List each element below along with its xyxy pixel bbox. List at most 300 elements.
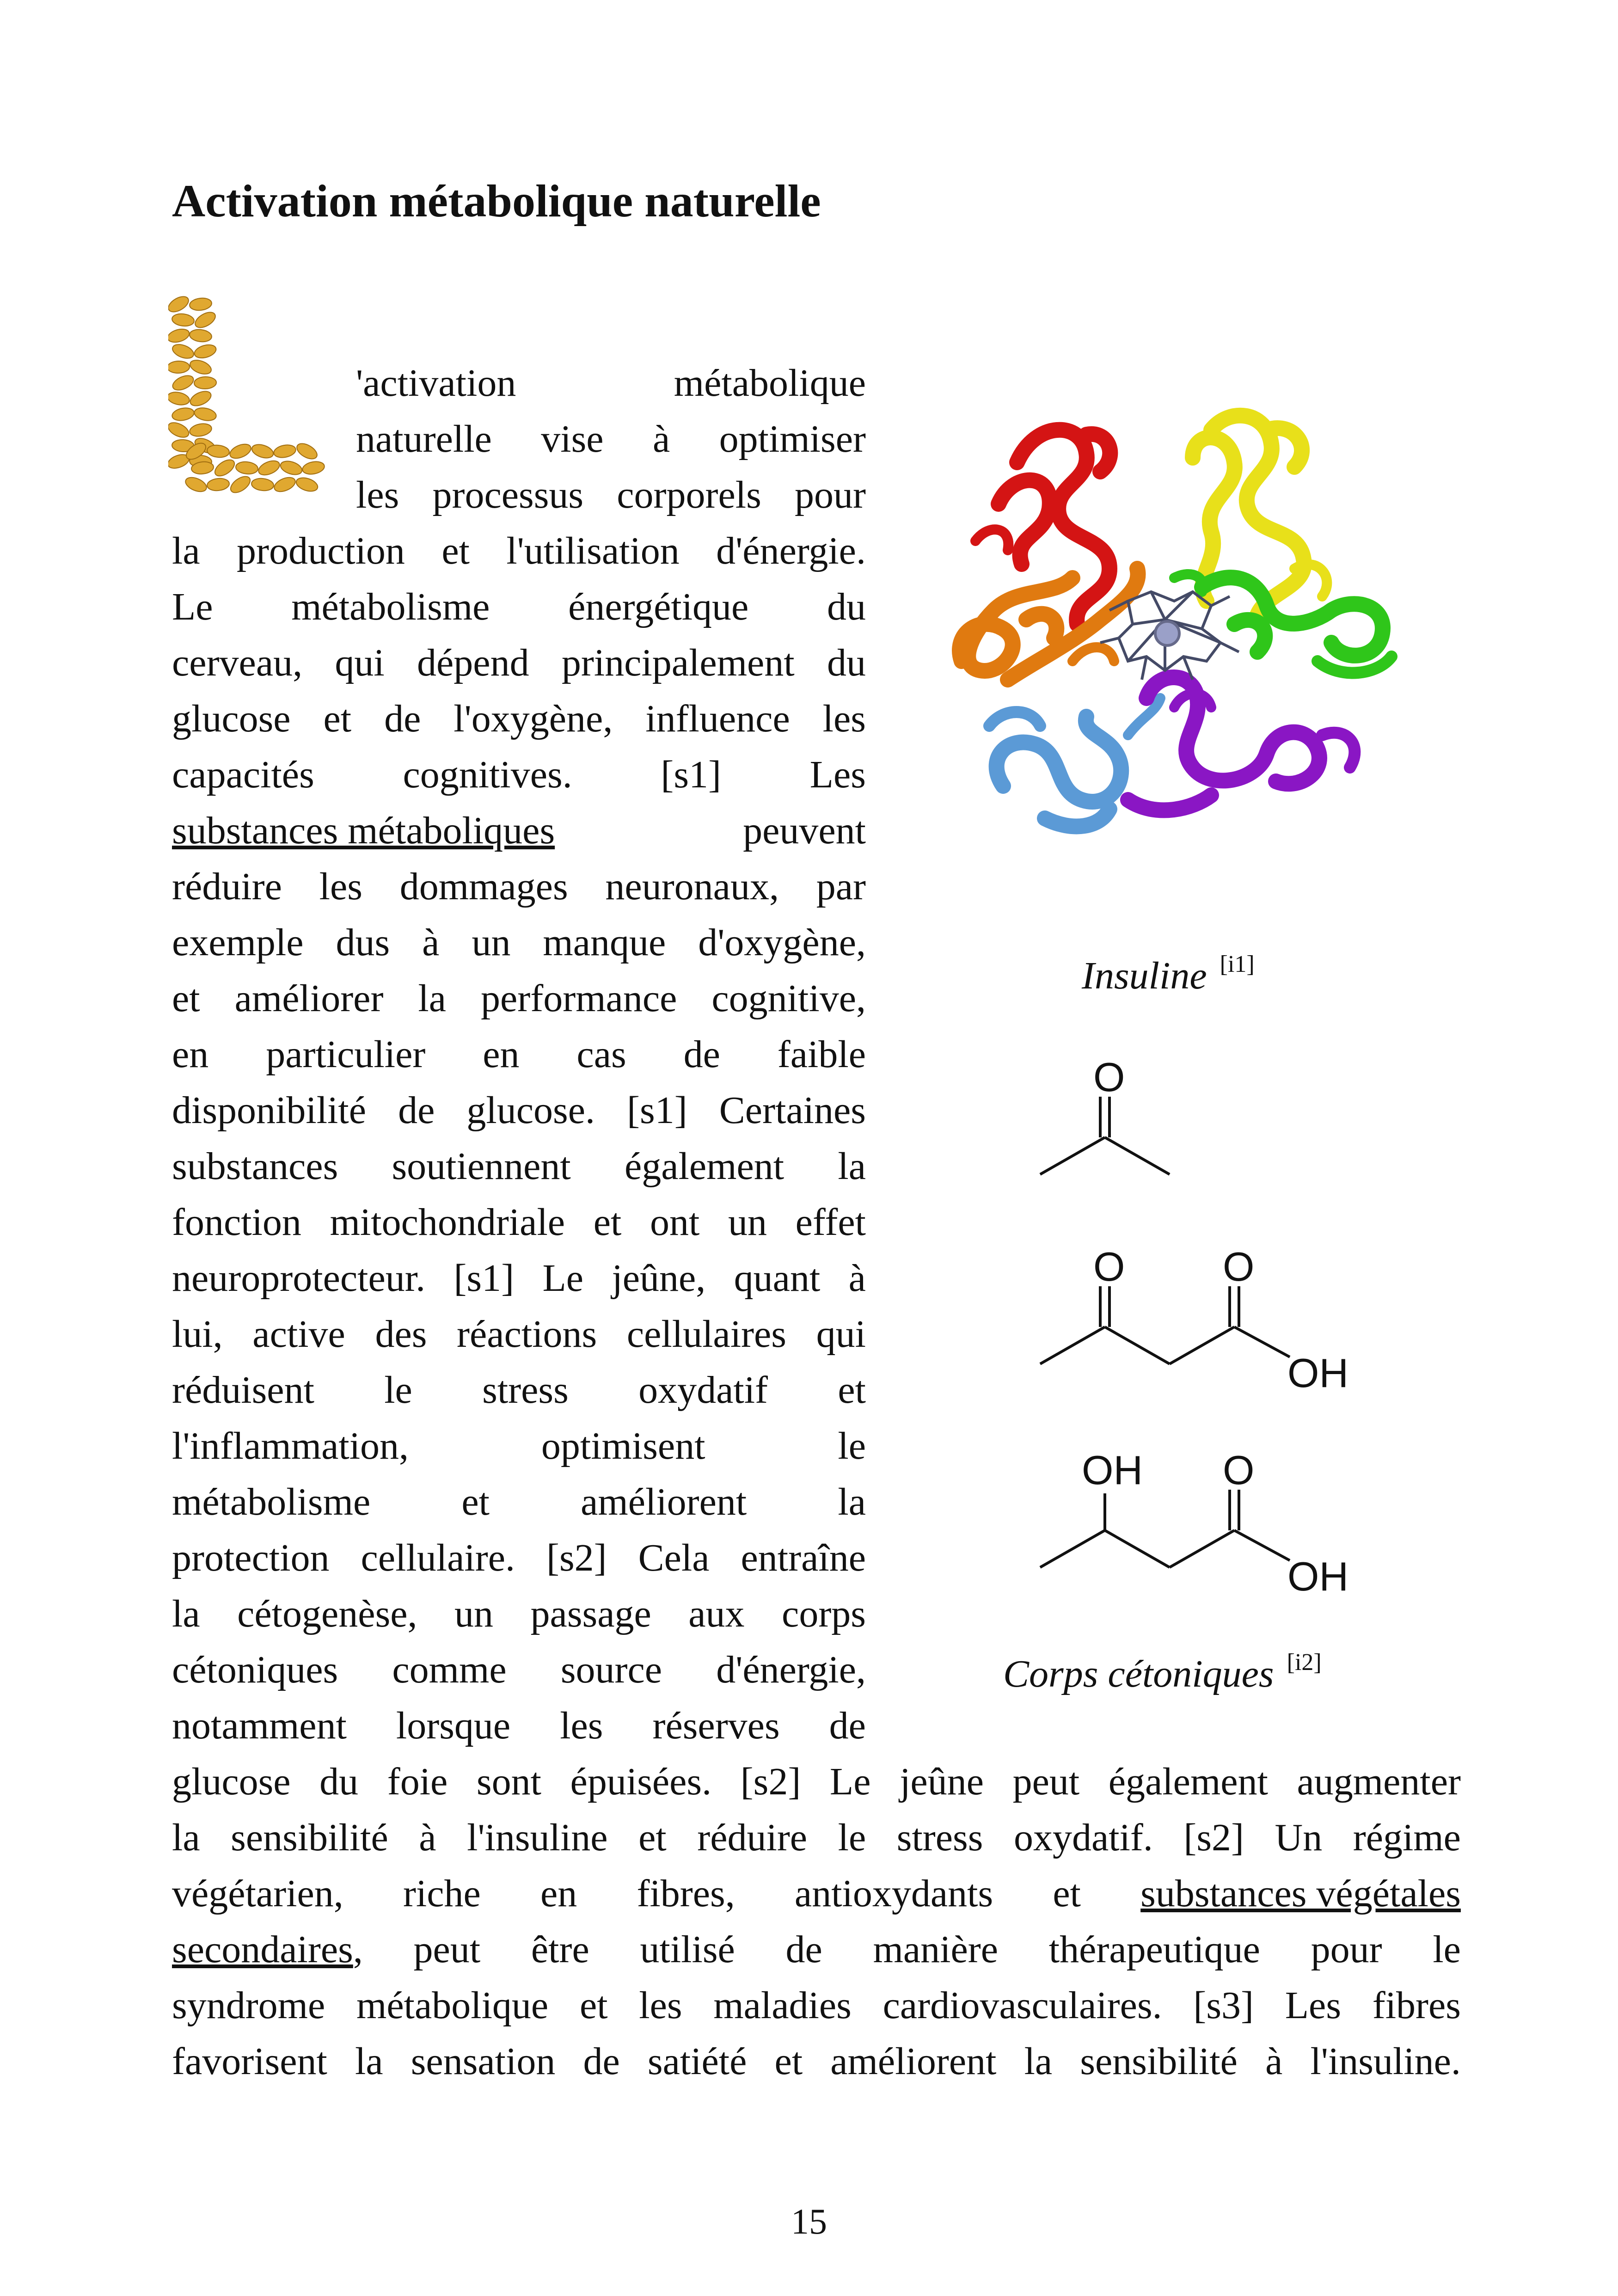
body-word-wrap	[356, 467, 399, 523]
dropcap-seed	[184, 475, 208, 495]
body-word-wrap	[617, 467, 761, 523]
dropcap-seed	[294, 475, 319, 494]
body-word: également	[1108, 1760, 1268, 1803]
body-word: Le	[829, 1760, 871, 1803]
body-word: jeûne	[900, 1760, 984, 1803]
body-word: corporels	[617, 473, 761, 516]
body-word-wrap	[319, 1754, 358, 1810]
body-word-wrap	[830, 2033, 996, 2089]
body-word-wrap	[568, 579, 748, 635]
dropcap-seed	[294, 441, 320, 462]
body-word: énergétique	[568, 585, 749, 628]
body-word: dus	[336, 921, 390, 964]
body-word: la	[172, 1592, 200, 1635]
body-word: de	[583, 2040, 620, 2083]
body-word: en	[483, 1033, 520, 1076]
body-word-wrap	[172, 691, 291, 747]
body-word: par	[816, 865, 866, 908]
body-line	[172, 1250, 866, 1306]
body-word: cétogenèse,	[237, 1592, 417, 1635]
body-word: neuronaux,	[605, 865, 779, 908]
dropcap-seed	[228, 442, 253, 461]
body-word-wrap	[432, 467, 583, 523]
insuline-caption	[1082, 952, 1255, 995]
body-word-wrap	[356, 411, 492, 467]
body-word-wrap	[252, 1306, 345, 1362]
body-line	[172, 1306, 866, 1362]
body-word: et	[323, 697, 352, 740]
body-word: à	[652, 417, 670, 460]
body-word-wrap	[172, 1922, 363, 1977]
body-word-wrap	[778, 1026, 866, 1082]
body-word-wrap	[387, 1754, 448, 1810]
body-word-wrap	[1109, 1754, 1268, 1810]
body-word-wrap	[838, 1810, 866, 1866]
body-word: améliorer	[234, 977, 384, 1020]
body-word-wrap	[172, 1250, 425, 1306]
acetoacetic-o1-label: O	[1093, 1248, 1125, 1289]
body-word: cerveau,	[172, 641, 303, 684]
body-word: foie	[387, 1760, 448, 1803]
body-word-wrap	[638, 1362, 768, 1418]
body-line	[172, 1474, 866, 1530]
body-word: Certaines	[719, 1089, 866, 1132]
body-word-wrap	[638, 1530, 710, 1586]
body-word-wrap	[172, 1138, 338, 1194]
page-title: Activation métabolique naturelle	[172, 175, 821, 227]
body-word-wrap	[1053, 1866, 1081, 1922]
body-line	[172, 1698, 866, 1754]
body-word-wrap	[237, 523, 405, 579]
body-word: l'insuline.	[1310, 2040, 1461, 2083]
body-word-wrap	[638, 1810, 667, 1866]
body-word-wrap	[335, 635, 384, 691]
body-word-wrap	[716, 1642, 866, 1698]
body-word: de	[398, 1089, 435, 1132]
dropcap-seed	[188, 357, 213, 376]
body-word: [s1]	[454, 1257, 515, 1300]
body-word: d'énergie.	[716, 529, 866, 572]
body-word: et	[638, 1816, 667, 1859]
body-word: la	[838, 1145, 866, 1188]
dropcap-seed	[171, 373, 196, 393]
body-word: la	[172, 1816, 200, 1859]
body-word-wrap	[483, 1026, 519, 1082]
body-word-wrap	[1140, 1866, 1461, 1922]
body-word-wrap	[356, 1977, 548, 2033]
body-line	[172, 1642, 866, 1698]
body-word-wrap	[172, 803, 555, 859]
body-line	[172, 1866, 1461, 1922]
body-word: [s1]	[627, 1089, 687, 1132]
body-word: de	[384, 697, 421, 740]
dropcap-seed	[188, 388, 213, 409]
body-word: cardiovasculaires.	[883, 1984, 1162, 2027]
body-word: sont	[476, 1760, 541, 1803]
body-word: et	[579, 1984, 608, 2027]
body-line	[172, 915, 866, 970]
body-word-wrap	[477, 1754, 541, 1810]
body-word: ont	[650, 1201, 700, 1244]
body-word-wrap	[172, 1082, 366, 1138]
body-word: sensation	[411, 2040, 556, 2083]
body-line	[172, 970, 866, 1026]
body-word-wrap	[1311, 1922, 1382, 1977]
body-word: pour	[794, 473, 866, 516]
body-word-wrap	[172, 1194, 301, 1250]
body-word-wrap	[392, 1642, 506, 1698]
body-word-wrap	[457, 1306, 597, 1362]
body-word: la	[355, 2040, 383, 2083]
body-word: de	[785, 1928, 822, 1971]
body-word: le	[384, 1369, 412, 1412]
body-word-wrap	[570, 1754, 712, 1810]
body-term-link[interactable]: substances métaboliques	[172, 809, 555, 852]
dropcap-seed	[189, 422, 213, 438]
body-word-wrap	[172, 523, 200, 579]
body-word-wrap	[172, 1306, 223, 1362]
body-word: du	[319, 1760, 359, 1803]
body-word-wrap	[330, 1194, 565, 1250]
body-word: dépend	[417, 641, 529, 684]
body-word-wrap	[816, 1306, 866, 1362]
body-word-wrap	[1285, 1977, 1341, 2033]
body-word: des	[375, 1313, 427, 1356]
body-word-wrap	[639, 1977, 682, 2033]
body-word-wrap	[775, 2033, 803, 2089]
dropcap-seed	[168, 390, 190, 406]
body-word-wrap	[361, 1530, 515, 1586]
body-word-wrap	[403, 747, 572, 803]
body-word: l'inflammation,	[172, 1424, 409, 1467]
body-word-wrap	[605, 859, 779, 915]
body-word: utilisé	[640, 1928, 735, 1971]
body-word: améliorent	[830, 2040, 997, 2083]
body-word-wrap	[541, 1418, 705, 1474]
body-word: métabolisme	[172, 1480, 371, 1523]
body-word: lui,	[172, 1313, 223, 1356]
body-word: capacités	[172, 753, 314, 796]
body-word: en	[540, 1872, 577, 1915]
body-word: performance	[481, 977, 677, 1020]
body-word-wrap	[467, 1810, 607, 1866]
body-word-wrap	[356, 355, 516, 411]
dropcap-seed	[193, 343, 217, 360]
dropcap-seed	[301, 460, 325, 476]
body-word-wrap	[481, 970, 677, 1026]
body-word: influence	[645, 697, 790, 740]
body-word: neuroprotecteur.	[172, 1257, 426, 1300]
body-word: cognitives.	[403, 753, 572, 796]
body-word-wrap	[1183, 1810, 1244, 1866]
body-word-wrap	[172, 747, 314, 803]
insuline-figure	[934, 402, 1433, 892]
body-word: métabolisme	[291, 585, 490, 628]
body-word-wrap	[1024, 2033, 1053, 2089]
body-word-wrap	[688, 1586, 744, 1642]
body-line	[172, 523, 866, 579]
body-word: qui	[816, 1313, 866, 1356]
body-word: [s1]	[661, 753, 722, 796]
body-word-wrap	[829, 1698, 866, 1754]
body-word: glucose	[172, 697, 291, 740]
body-word: oxydatif.	[1013, 1816, 1153, 1859]
body-word: à	[422, 921, 440, 964]
body-word-wrap	[398, 1082, 435, 1138]
body-word: Le	[172, 585, 213, 628]
body-word-wrap	[650, 1194, 699, 1250]
body-word-wrap	[849, 1250, 866, 1306]
body-word: glucose	[172, 1760, 291, 1803]
body-word: dommages	[399, 865, 568, 908]
body-word: cétoniques	[172, 1648, 338, 1691]
body-word-wrap	[384, 1362, 412, 1418]
body-line	[356, 467, 866, 523]
body-word: exemple	[172, 921, 304, 964]
body-word-wrap	[461, 1474, 490, 1530]
body-word-wrap	[324, 691, 352, 747]
body-word-wrap	[291, 579, 490, 635]
body-word: la	[172, 529, 200, 572]
body-word: ,	[353, 1928, 363, 1971]
dropcap-seed	[235, 461, 258, 475]
body-line	[172, 1362, 866, 1418]
body-word-wrap	[560, 1698, 603, 1754]
body-word: à	[1265, 2040, 1283, 2083]
insuline-caption-text: Insuline	[1082, 954, 1207, 997]
body-word-wrap	[1265, 2033, 1282, 2089]
dropcap-seed	[250, 442, 275, 460]
body-word-wrap	[897, 1810, 983, 1866]
body-word-wrap	[728, 1194, 767, 1250]
body-word-wrap	[782, 1586, 866, 1642]
body-word-wrap	[637, 1866, 735, 1922]
body-word: processus	[432, 473, 584, 516]
body-word-wrap	[472, 915, 510, 970]
body-word-wrap	[454, 1586, 493, 1642]
body-word-wrap	[172, 915, 304, 970]
body-line	[356, 355, 866, 411]
body-word: cognitive,	[711, 977, 866, 1020]
body-word-wrap	[543, 915, 666, 970]
body-word: la	[838, 1480, 866, 1523]
body-word: naturelle	[356, 417, 492, 460]
body-word-wrap	[355, 2033, 383, 2089]
body-word: végétarien,	[172, 1872, 343, 1915]
body-word: [s2]	[546, 1536, 607, 1579]
acetone-structure	[1017, 1059, 1368, 1207]
body-word: réserves	[652, 1704, 780, 1747]
body-word: vise	[541, 417, 604, 460]
body-word: Le	[542, 1257, 584, 1300]
dropcap-seed	[168, 420, 191, 440]
body-word: l'utilisation	[506, 529, 680, 572]
body-word-wrap	[652, 1698, 779, 1754]
body-word: et	[461, 1480, 490, 1523]
body-word-wrap	[883, 1977, 1162, 2033]
body-word-wrap	[172, 635, 302, 691]
body-word-wrap	[417, 635, 529, 691]
body-word-wrap	[1193, 1977, 1254, 2033]
body-word: active	[252, 1313, 345, 1356]
body-word: l'insuline	[467, 1816, 608, 1859]
body-word: la	[1024, 2040, 1053, 2083]
hydroxybutyric-oh2-label: OH	[1287, 1553, 1348, 1599]
body-word: les	[356, 473, 399, 516]
body-word-wrap	[684, 1026, 720, 1082]
body-word: Les	[1285, 1984, 1342, 2027]
body-word: disponibilité	[172, 1089, 366, 1132]
body-word-wrap	[172, 1642, 338, 1698]
acetone-o-label: O	[1093, 1059, 1125, 1100]
dropcap-seed	[171, 406, 195, 423]
body-word-wrap	[823, 691, 866, 747]
body-word: fonction	[172, 1201, 301, 1244]
body-word-wrap	[266, 1026, 425, 1082]
body-term-link[interactable]: substances végétales	[1140, 1872, 1461, 1915]
body-word-wrap	[482, 1362, 569, 1418]
body-word: et	[774, 2040, 803, 2083]
body-word: peut	[413, 1928, 481, 1971]
body-word: particulier	[266, 1033, 426, 1076]
body-word: production	[237, 529, 405, 572]
body-word: Cela	[638, 1536, 710, 1579]
body-word-wrap	[1297, 1754, 1461, 1810]
acetoacetic-oh-label: OH	[1287, 1350, 1348, 1396]
body-word-wrap	[795, 467, 866, 523]
body-word-wrap	[838, 1418, 866, 1474]
body-word: fibres	[1372, 1984, 1461, 2027]
dropcap-seed	[273, 443, 297, 460]
body-word: Les	[809, 753, 866, 796]
body-word: sensibilité	[231, 1816, 388, 1859]
body-word: réactions	[457, 1313, 597, 1356]
body-word: aux	[688, 1592, 745, 1635]
body-word-wrap	[466, 1082, 595, 1138]
body-word-wrap	[645, 691, 790, 747]
body-word-wrap	[741, 1530, 866, 1586]
body-word-wrap	[172, 1362, 314, 1418]
body-word: optimisent	[541, 1424, 705, 1467]
body-word-wrap	[562, 635, 795, 691]
body-word: en	[172, 1033, 209, 1076]
body-term-link[interactable]: secondaires	[172, 1928, 353, 1971]
body-word-wrap	[796, 1194, 866, 1250]
body-word-wrap	[741, 1754, 801, 1810]
dropcap-seed	[189, 328, 213, 343]
body-word: substances	[172, 1145, 338, 1188]
body-word-wrap	[414, 1922, 481, 1977]
body-word: augmenter	[1297, 1760, 1461, 1803]
body-word-wrap	[734, 1250, 821, 1306]
body-word-wrap	[1275, 1810, 1323, 1866]
body-word-wrap	[172, 579, 213, 635]
body-word-wrap	[830, 1754, 871, 1810]
body-word: à	[419, 1816, 436, 1859]
dropcap-seed	[207, 478, 230, 492]
body-word: du	[827, 585, 866, 628]
body-word-wrap	[400, 859, 568, 915]
body-word: l'oxygène,	[454, 697, 613, 740]
body-word: un	[472, 921, 511, 964]
body-word-wrap	[441, 523, 470, 579]
body-word: être	[531, 1928, 589, 1971]
body-word: [s3]	[1193, 1984, 1254, 2027]
body-word-wrap	[172, 1754, 291, 1810]
body-word: corps	[782, 1592, 866, 1635]
body-word-wrap	[542, 1250, 583, 1306]
body-word-wrap	[172, 1474, 370, 1530]
body-word: cellulaire.	[361, 1536, 515, 1579]
body-word: optimiser	[719, 417, 866, 460]
body-word: améliorent	[581, 1480, 747, 1523]
body-word: pour	[1311, 1928, 1382, 1971]
body-word-wrap	[653, 411, 670, 467]
body-word: d'énergie,	[716, 1648, 866, 1691]
body-word-wrap	[561, 1642, 662, 1698]
body-word-wrap	[235, 970, 384, 1026]
body-word: de	[829, 1704, 866, 1747]
body-word-wrap	[640, 1922, 735, 1977]
body-word: manque	[543, 921, 666, 964]
dropcap-seed	[193, 406, 217, 422]
body-word-wrap	[396, 1698, 510, 1754]
body-word-wrap	[375, 1306, 427, 1362]
body-word: les	[822, 697, 866, 740]
body-word-wrap	[576, 1026, 626, 1082]
body-word: satiété	[647, 2040, 747, 2083]
body-word: stress	[896, 1816, 983, 1859]
body-word-wrap	[541, 411, 603, 467]
body-line	[172, 859, 866, 915]
body-word: Un	[1275, 1816, 1323, 1859]
body-word: d'oxygène,	[698, 921, 866, 964]
body-word-wrap	[384, 691, 421, 747]
body-word: un	[728, 1201, 767, 1244]
body-word: [s2]	[1183, 1816, 1244, 1859]
body-word: favorisent	[172, 2040, 327, 2083]
body-word: cas	[576, 1033, 626, 1076]
body-word-wrap	[786, 1922, 822, 1977]
body-word: maladies	[713, 1984, 852, 2027]
body-word: fibres,	[637, 1872, 735, 1915]
body-word: mitochondriale	[330, 1201, 565, 1244]
body-word-wrap	[422, 915, 439, 970]
body-word-wrap	[827, 635, 866, 691]
body-word: le	[838, 1816, 866, 1859]
dropcap-seed	[168, 361, 190, 374]
body-word: source	[560, 1648, 662, 1691]
body-line	[172, 2033, 1461, 2089]
ketone-caption-text: Corps cétoniques	[1003, 1652, 1274, 1695]
body-word-wrap	[719, 411, 866, 467]
body-word-wrap	[719, 1082, 866, 1138]
body-word-wrap	[698, 915, 866, 970]
body-word-wrap	[612, 1250, 705, 1306]
body-word-wrap	[1014, 1810, 1153, 1866]
body-word: le	[838, 1424, 866, 1467]
body-word: à	[848, 1257, 866, 1300]
body-word: protection	[172, 1536, 330, 1579]
body-line	[172, 1082, 866, 1138]
body-line	[172, 691, 866, 747]
body-word: oxydatif	[638, 1369, 768, 1412]
hydroxybutyric-o-label: O	[1223, 1452, 1255, 1493]
body-word: soutiennent	[392, 1145, 571, 1188]
body-word-wrap	[172, 859, 282, 915]
body-word: métabolique	[674, 362, 866, 405]
hydroxybutyric-oh1-label: OH	[1082, 1452, 1143, 1493]
